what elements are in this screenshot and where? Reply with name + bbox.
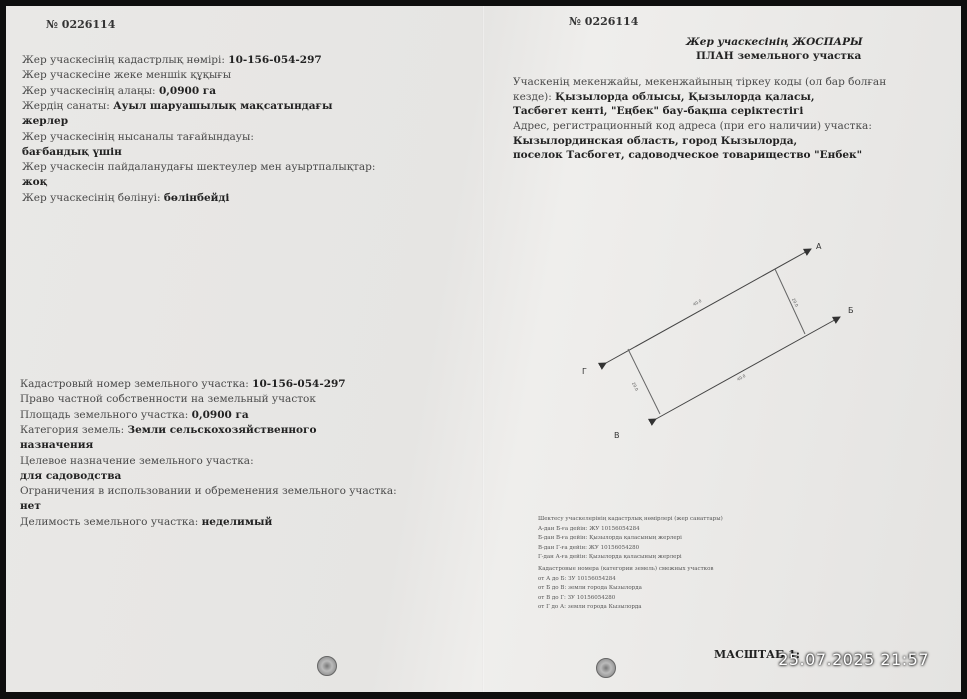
stamp-mark-left [317, 656, 337, 676]
info-row-label: Категория земель: [20, 423, 128, 436]
addr-kz-value-2: Тасбөгет кенті, "Еңбек" бау-бақша серіктестігі [513, 105, 804, 117]
info-row-value: неделимый [201, 515, 273, 528]
info-row-label: Жердің санаты: [22, 99, 114, 112]
plan-title-ru: ПЛАН земельного участка [696, 50, 862, 62]
certificate-sheet [6, 6, 961, 692]
info-row-label: Ограничения в использовании и обременения земельного участка: [20, 485, 397, 498]
plan-point-v: В [614, 431, 620, 440]
info-row [22, 69, 231, 81]
info-row [22, 176, 47, 188]
addr-ru-value-1: Кызылординская область, город Кызылорда, [513, 135, 798, 147]
plan-side-left [628, 349, 660, 414]
info-row [20, 455, 254, 467]
plan-dim-top: 40.0 [692, 298, 703, 307]
info-row-label: Жер учаскесін пайдаланудағы шектеулер мен ауыртпалықтар: [22, 161, 376, 174]
neighbor-row: от Б до В: земли города Кызылорда [538, 585, 642, 591]
info-row [20, 409, 249, 421]
plan-line-a [606, 249, 811, 363]
plan-point-g: Г [582, 367, 587, 376]
info-row-value: бағбандық үшін [22, 145, 122, 158]
info-row-value: 0,0900 га [191, 408, 249, 421]
info-row-value: 0,0900 га [158, 84, 217, 97]
info-row-value: 10-156-054-297 [252, 378, 346, 390]
neighbor-row: от В до Г: ЗУ 10156054280 [538, 594, 616, 601]
info-row-label: Кадастровый номер земельного участка: [20, 378, 253, 390]
info-row-value: нет [20, 500, 41, 513]
info-row [22, 131, 254, 143]
addr-kz-label-1: Учаскенің мекенжайы, мекенжайының тіркеу коды (ол бар болған [513, 76, 887, 88]
info-row-value: бөлінбейді [163, 191, 230, 204]
info-row [22, 192, 229, 204]
info-row-value: для садоводства [20, 469, 122, 482]
info-row-value: Ауыл шаруашылық мақсатындағы [113, 99, 333, 112]
plan-dim-bottom: 40.0 [736, 373, 747, 382]
plan-point-a: А [816, 242, 822, 251]
photo-timestamp: 25.07.2025 21:57 [778, 650, 929, 669]
info-row [22, 54, 322, 66]
info-row-value: 10-156-054-297 [228, 54, 322, 66]
info-row-label: Жер учаскесіне жеке меншік құқығы [22, 69, 232, 82]
info-row [20, 378, 346, 390]
info-row [20, 424, 317, 436]
info-row [22, 161, 375, 173]
neighbor-row: В-дан Г-ға дейін: ЖУ 10156054280 [538, 544, 640, 551]
plan-line-b [656, 317, 840, 419]
info-row-label: Жер учаскесінің алаңы: [22, 84, 159, 97]
info-row-label: Право частной собственности на земельный участок [20, 393, 316, 406]
scale-label: МАСШТАБ 1: [714, 648, 800, 661]
plan-point-b: Б [848, 306, 854, 315]
info-row-label: Целевое назначение земельного участка: [20, 454, 254, 467]
right-doc-number: № 0226114 [569, 15, 639, 28]
neighbor-row: от Г до А: земли города Кызылорда [538, 604, 642, 610]
info-row-label: Делимость земельного участка: [20, 515, 202, 528]
info-row [20, 470, 121, 482]
info-row-label: Жер учаскесінің кадастрлық нөмірі: [22, 54, 229, 66]
addr-ru-value-2: поселок Тасбогет, садоводческое товарищество "Енбек" [513, 149, 863, 161]
addr-kz-line-2 [513, 91, 815, 103]
info-row [22, 146, 122, 158]
addr-ru-label: Адрес, регистрационный код адреса (при его наличии) участка: [513, 120, 872, 132]
info-row-label: Жер учаскесінің бөлінуі: [22, 191, 164, 204]
neighbor-row: Шектесу учаскелерінің кадастрлық нөмірлері (жер санаттары) [538, 516, 723, 522]
neighbor-row: от А до Б: ЗУ 10156054284 [538, 575, 616, 582]
neighbor-row: Кадастровые номера (категории земель) смежных участков [538, 566, 714, 572]
neighbor-row: А-дан Б-ға дейін: ЖУ 10156054284 [538, 525, 640, 532]
info-row [22, 85, 216, 97]
info-row-label: Площадь земельного участка: [20, 408, 192, 421]
addr-kz-value-1: Қызылорда облысы, Қызылорда қаласы, [555, 91, 815, 103]
addr-kz-label-2: кезде): [513, 91, 556, 103]
info-row [22, 115, 68, 127]
left-doc-number: № 0226114 [46, 18, 116, 31]
info-row-value: назначения [20, 439, 94, 452]
info-row-value: жерлер [22, 115, 69, 128]
info-row [20, 516, 272, 528]
plan-title-kz: Жер учаскесінің ЖОСПАРЫ [686, 36, 863, 48]
info-row [20, 393, 316, 405]
stamp-mark-right [596, 658, 616, 678]
land-plot-plan [576, 231, 866, 441]
info-row [22, 100, 333, 112]
plan-dim-right: 20.0 [791, 297, 800, 308]
neighbor-row: Б-дан В-ға дейін: Қызылорда қаласының жерлері [538, 535, 682, 541]
neighbor-row: Г-дан А-ға дейін: Қызылорда қаласының жерлері [538, 554, 682, 560]
plan-dim-left: 20.0 [631, 381, 640, 392]
info-row-value: жоқ [22, 176, 48, 189]
info-row [20, 439, 93, 451]
info-row-label: Жер учаскесінің нысаналы тағайындауы: [22, 130, 254, 143]
page-fold [482, 6, 484, 692]
info-row [20, 500, 41, 512]
info-row-value: Земли сельскохозяйственного [127, 423, 317, 436]
info-row [20, 485, 397, 497]
plan-side-right [775, 269, 805, 334]
